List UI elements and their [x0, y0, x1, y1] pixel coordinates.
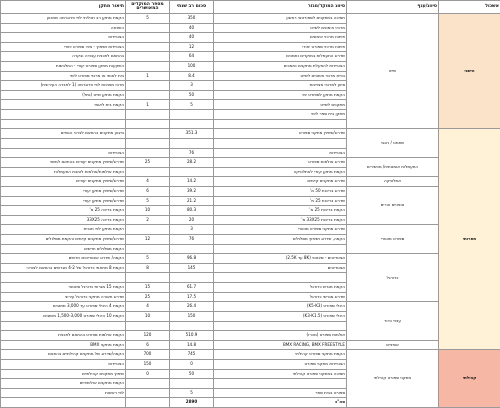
count-cell	[126, 119, 170, 129]
description-cell: הקמת בית לאומי	[1, 100, 126, 110]
subdomain-cell: התעמלות אומנותית/ מכשירים	[347, 158, 439, 177]
description-cell: הקמת 10 היכלי ספורט 1,500-3,000 מושבים	[1, 311, 126, 321]
count-cell	[126, 273, 170, 283]
description-cell: מרכז מצוינות לפי פרוגרמה (1 לחברה העירונית)	[1, 81, 126, 91]
header-category: סיווג המוקד/מגזר	[214, 1, 347, 14]
amount-cell: 745	[170, 350, 214, 360]
description-cell: הצטיידות	[1, 359, 126, 369]
amount-cell: 100	[170, 62, 214, 72]
count-cell	[126, 398, 170, 408]
table-row	[1, 340, 500, 350]
amount-cell	[170, 273, 214, 283]
description-cell: הקמת 4 היכלי ספורט עד 3,000 מושבים	[1, 302, 126, 312]
category-cell: הקמת בריכות 33X25 מ'	[214, 215, 347, 225]
table-row	[1, 158, 500, 168]
category-cell: שדרוג בריכות 50 מ'	[214, 186, 347, 196]
description-cell: הקמת מתקן רב תכליתי לפי פרוגרמה שתכוון	[1, 14, 126, 24]
amount-cell: 20	[170, 215, 214, 225]
category-cell: מתקן בית ספר לימי	[214, 110, 347, 120]
count-cell: 5	[126, 254, 170, 264]
amount-cell: 510.9	[170, 331, 214, 341]
count-cell	[126, 33, 170, 43]
category-cell: שדרוג מתקנים קיימים	[214, 177, 347, 187]
category-cell: הקמת בריכות 25 מ'	[214, 206, 347, 216]
description-cell: שדרוג/שיפוץ מתקנים יעודים	[1, 177, 126, 187]
count-cell	[126, 148, 170, 158]
amount-cell	[170, 119, 214, 129]
description-cell: הקמת מסלולים חדשים	[1, 244, 126, 254]
amount-cell: 50	[170, 90, 214, 100]
table-row	[1, 302, 500, 312]
count-cell	[126, 42, 170, 52]
category-cell: שדרוג בריכות 25 מ'	[214, 196, 347, 206]
count-cell: 0	[126, 369, 170, 379]
category-cell: אולמות ספורט (מכרז)	[214, 331, 347, 341]
amount-cell	[170, 167, 214, 177]
subdomain-cell: ענפי כדור	[347, 302, 439, 340]
category-cell: תמיכה במתקנים לספורטאי ראשון	[214, 14, 347, 24]
description-cell: הצטיידות ושיפוץ - ציוד ספורט יחודי	[1, 42, 126, 52]
category-cell: מרכזי אימונים לשייט	[214, 23, 347, 33]
count-cell: 12	[126, 235, 170, 245]
category-cell: שדרוג מתקני ספורט מוטורי	[214, 225, 347, 235]
count-cell	[126, 388, 170, 398]
amount-cell: 12	[170, 42, 214, 52]
count-cell: 700	[126, 350, 170, 360]
count-cell: 1	[126, 100, 170, 110]
domain-cell: תחרותי	[439, 129, 500, 350]
description-cell: שדרוג/שיפוץ מתקן יעודי	[1, 196, 126, 206]
description-cell: הקמת בריכה 25 מ'	[1, 206, 126, 216]
category-cell: הקמת מתקן לספורט ימי	[214, 90, 347, 100]
description-cell: הקמת מתקן שייט (נמל)	[1, 90, 126, 100]
category-cell: הצטיידות להפעלת מתקנים נתמכים	[214, 62, 347, 72]
description-cell: הקמת אולמות ספורט בהתאם לתכנית	[1, 331, 126, 341]
description-cell: הקמה/שדרוג של מתקנים קהילתיים בהתאם	[1, 350, 126, 360]
category-cell: הקמת מתקני ספורט קהילתי	[214, 350, 347, 360]
amount-cell: 350	[170, 14, 214, 24]
amount-cell	[170, 379, 214, 389]
description-cell	[1, 138, 126, 148]
amount-cell: 3	[170, 81, 214, 91]
table-row	[1, 254, 500, 264]
description-cell	[1, 321, 126, 331]
count-cell: 10	[126, 206, 170, 216]
amount-cell: 76	[170, 235, 214, 245]
domain-cell: קהילתי	[439, 350, 500, 408]
count-cell	[126, 379, 170, 389]
count-cell	[126, 81, 170, 91]
description-cell: הקמת מתקני BMX	[1, 340, 126, 350]
count-cell: 25	[126, 158, 170, 168]
description-cell: הקמת 8 מתחמי כדורגל של 4-2 מגרשים בהתאם לצורכי	[1, 263, 126, 273]
amount-cell: 40	[170, 23, 214, 33]
amount-cell: 14.2	[170, 177, 214, 187]
description-cell: שדרוג תאורה מתקני כדורגל עירוני	[1, 292, 126, 302]
amount-cell: 8.4	[170, 71, 214, 81]
amount-cell: 76	[170, 148, 214, 158]
amount-cell	[170, 321, 214, 331]
count-cell	[126, 321, 170, 331]
count-cell: 10	[126, 311, 170, 321]
description-cell: הקמת מתקן לפי תכנית	[1, 225, 126, 235]
description-cell: בהתאם לתכנית עבודה ובקרה	[1, 52, 126, 62]
header-row	[1, 1, 500, 14]
count-cell: 5	[126, 196, 170, 206]
count-cell: 5	[126, 14, 170, 24]
description-cell: בית לאומי או מרכזי ספורט לימי	[1, 71, 126, 81]
header-amount: סכום רב שנתי	[170, 1, 214, 14]
category-cell	[214, 119, 347, 129]
description-cell: לפי ראשות	[1, 388, 126, 398]
description-cell: הצטיידות	[1, 33, 126, 43]
amount-cell: 28.2	[170, 158, 214, 168]
category-cell	[214, 273, 347, 283]
count-cell	[126, 52, 170, 62]
category-cell: הקמת מגרש כדורגל	[214, 283, 347, 293]
amount-cell	[170, 244, 214, 254]
category-cell: הקמת מתקן יעודי לאתלטיקה	[214, 167, 347, 177]
description-cell	[1, 398, 126, 408]
category-cell: אצטדיונים - סינטטי (8K עד 2.5K)	[214, 254, 347, 264]
table-body	[1, 14, 500, 408]
count-cell	[126, 62, 170, 72]
category-cell: הצטיידות	[214, 148, 347, 158]
category-cell: סיוע למרכזי מצויינות	[214, 81, 347, 91]
category-cell: שדרוג/שיפוץ מתקני ספורט	[214, 129, 347, 139]
amount-cell: 5	[170, 100, 214, 110]
domain-cell: הישגי	[439, 14, 500, 129]
count-cell: 15	[126, 283, 170, 293]
amount-cell: 50	[170, 369, 214, 379]
description-cell	[1, 110, 126, 120]
description-cell: השקעות מתקן ספורט יעודי - התלבשות	[1, 62, 126, 72]
header-description: תיאור מתקן	[1, 1, 126, 14]
description-cell: הקמת 15 מגרשי כדורגל סינטטי	[1, 283, 126, 293]
count-cell: 1	[126, 71, 170, 81]
category-cell: בניית מרכזי אימונים לשייט	[214, 71, 347, 81]
category-cell: פיתוח מרכזי ספורט יחודי	[214, 42, 347, 52]
amount-cell: 21.2	[170, 196, 214, 206]
subdomain-cell: אופניים והרים	[347, 186, 439, 224]
category-cell	[214, 379, 347, 389]
subdomain-cell: שחמט / רוגבי	[347, 129, 439, 158]
amount-cell: 3	[170, 225, 214, 235]
category-cell: היכלי ספורט (K3-K1.5)	[214, 311, 347, 321]
amount-cell: 145	[170, 263, 214, 273]
category-cell: שדרוג מגרשי כדורגל	[214, 292, 347, 302]
count-cell	[126, 90, 170, 100]
description-cell	[1, 273, 126, 283]
amount-cell: 14.8	[170, 340, 214, 350]
amount-cell: 64	[170, 52, 214, 62]
count-cell	[126, 129, 170, 139]
amount-cell: 351.3	[170, 129, 214, 139]
description-cell: השכחה	[1, 23, 126, 33]
count-cell: 8	[126, 263, 170, 273]
description-cell: שדרוג/שיפוץ מתקנים קיימים והקמת מסלולים	[1, 235, 126, 245]
amount-cell: 2890	[170, 398, 214, 408]
amount-cell: 80.3	[170, 206, 214, 216]
category-cell: שדרוג התעמלות במוקדים נתמכים	[214, 52, 347, 62]
count-cell	[126, 110, 170, 120]
category-cell: הצטיידות מתקני ספורט	[214, 359, 347, 369]
subdomain-cell: מתקני ספורט קהילתי	[347, 350, 439, 408]
count-cell: 120	[126, 331, 170, 341]
amount-cell: 96.8	[170, 254, 214, 264]
category-cell: ספורט בבית ספר	[214, 388, 347, 398]
category-cell: מתקנים לשייט	[214, 100, 347, 110]
category-cell: סה"כ	[214, 398, 347, 408]
category-cell: היכלי ספורט (K5-K3)	[214, 302, 347, 312]
description-cell: הקמת אולמות/אולמות לטובת התעמלות	[1, 167, 126, 177]
description-cell: הקמת בריכה 33X25	[1, 215, 126, 225]
amount-cell: 26.4	[170, 302, 214, 312]
amount-cell	[170, 110, 214, 120]
count-cell	[126, 138, 170, 148]
count-cell: 6	[126, 186, 170, 196]
count-cell: 4	[126, 177, 170, 187]
amount-cell	[170, 138, 214, 148]
category-cell: BMX RACING, BMX FREESTYLE	[214, 340, 347, 350]
table-row	[1, 14, 500, 24]
count-cell	[126, 225, 170, 235]
header-count: מספר המוקדים המאושרים	[126, 1, 170, 14]
table-row	[1, 350, 500, 360]
subdomain-cell: שייט	[347, 14, 439, 129]
amount-cell: 61.7	[170, 283, 214, 293]
amount-cell: 5	[170, 388, 214, 398]
subdomain-cell: אתלטיקה	[347, 177, 439, 187]
description-cell: שדרוג/שיפוץ מתקנים יעודים בהתאם למשוי	[1, 158, 126, 168]
category-cell: תמיכה במתקני ספורט קהילתי	[214, 369, 347, 379]
description-cell: ביצוע מתקנים בהתאם לצרכי הגופים	[1, 129, 126, 139]
count-cell: 4	[126, 302, 170, 312]
category-cell: הקמה, שדרוג ושיפוץ מסלולים	[214, 235, 347, 245]
category-cell	[214, 138, 347, 148]
description-cell: שדרוג/שיפוץ מתקן יעודי	[1, 186, 126, 196]
category-cell: אצטדיונים	[214, 263, 347, 273]
table-row	[1, 186, 500, 196]
count-cell	[126, 23, 170, 33]
description-cell: הצטיידות	[1, 148, 126, 158]
table-row	[1, 177, 500, 187]
count-cell: 150	[126, 359, 170, 369]
header-subdomain: סיווג/ענף	[347, 1, 439, 14]
category-cell	[214, 244, 347, 254]
description-cell: הקמת מתקנים אולימפיים	[1, 379, 126, 389]
count-cell	[126, 167, 170, 177]
table-row	[1, 225, 500, 235]
count-cell: 2	[126, 215, 170, 225]
category-cell: פיתוח מרכזי אימונים	[214, 33, 347, 43]
category-cell: שדרוג אולמות ספורט	[214, 158, 347, 168]
category-cell	[214, 321, 347, 331]
table-row	[1, 129, 500, 139]
amount-cell: 150	[170, 311, 214, 321]
count-cell: 6	[126, 340, 170, 350]
subdomain-cell: אופניים	[347, 340, 439, 350]
subdomain-cell: ספורט מוטורי	[347, 225, 439, 254]
description-cell	[1, 119, 126, 129]
description-cell: שיפוץ מתקנים קהילתיים	[1, 369, 126, 379]
count-cell: 25	[126, 292, 170, 302]
amount-cell: 17.5	[170, 292, 214, 302]
amount-cell: 39.2	[170, 186, 214, 196]
count-cell	[126, 244, 170, 254]
amount-cell: 40	[170, 33, 214, 43]
header-domain: אשכול	[439, 1, 500, 14]
subdomain-cell: כדורגל	[347, 254, 439, 302]
description-cell: הקמה/ שדרוג אצטדיונים חדשים	[1, 254, 126, 264]
amount-cell: 0	[170, 359, 214, 369]
